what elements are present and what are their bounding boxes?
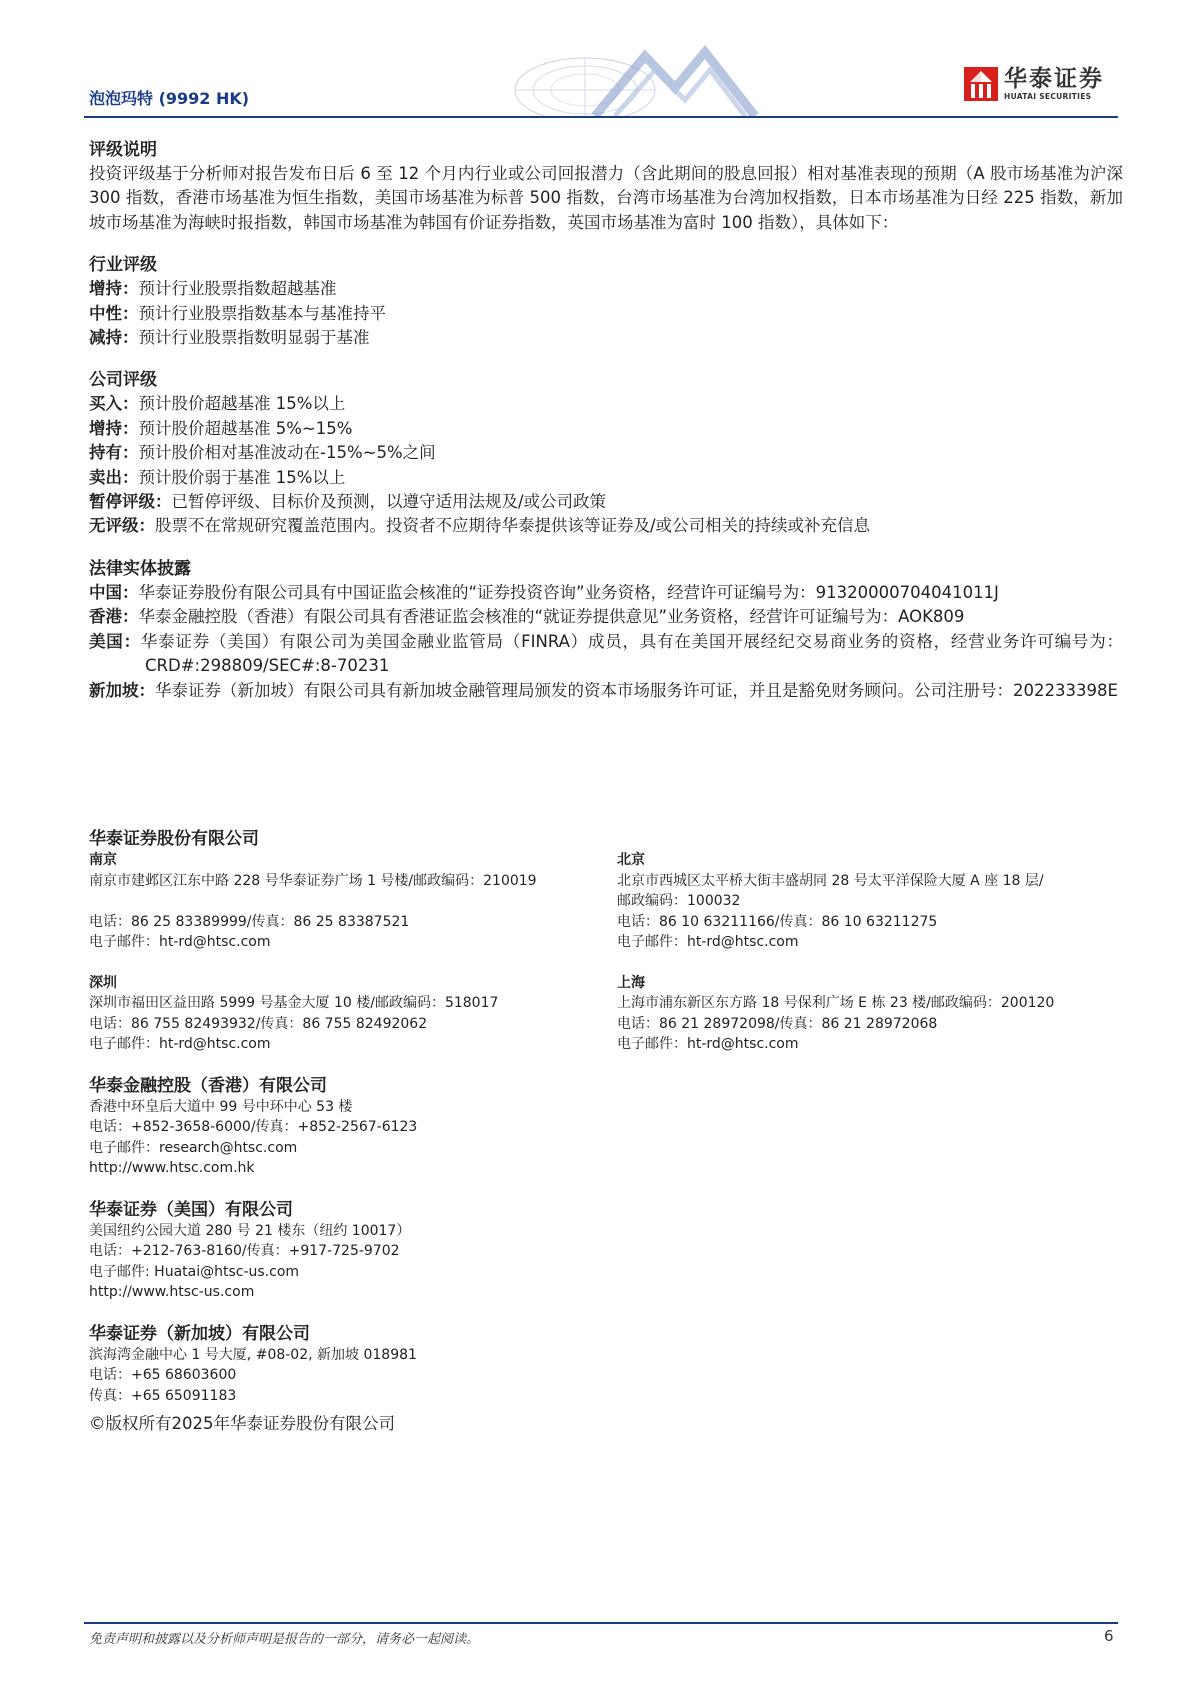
office-shanghai: 上海 上海市浦东新区东方路 18 号保利广场 E 栋 23 楼/邮政编码：200120 电话：86 21 28972098/传真：86 21 28972068 电子邮件：ht-rd@htsc.com	[617, 974, 1055, 1052]
htsc-company-name: 华泰证券股份有限公司	[89, 829, 259, 849]
header-decoration-graphic	[505, 40, 765, 116]
rating-intro: 投资评级基于分析师对报告发布日后 6 至 12 个月内行业或公司回报潜力（含此期间的股息回报）相对基准表现的预期（A 股市场基准为沪深 300 指数，香港市场基准为恒生指数，美国市场基准为标普 500 指数，台湾市场基准为台湾加权指数，日本市场基准为日经 225 指数，新加坡市场基准为海峡时报指数，韩国市场基准为韩国有价证券指数，英国市场基准为富时 100 指数），具体如下：	[89, 164, 1123, 232]
footer-disclaimer: 免责声明和披露以及分析师声明是报告的一部分，请务必一起阅读。	[89, 1632, 480, 1647]
logo-english-name: HUATAI SECURITIES	[1004, 92, 1092, 101]
hk-website-link[interactable]: http://www.htsc.com.hk	[89, 1160, 255, 1176]
us-website-link[interactable]: http://www.htsc-us.com	[89, 1284, 255, 1300]
industry-rating-item: 减持：预计行业股票指数明显弱于基准	[89, 328, 370, 348]
stock-name: 泡泡玛特	[89, 89, 154, 108]
company-rating-item: 无评级：股票不在常规研究覆盖范围内。投资者不应期待华泰提供该等证券及/或公司相关的持续或补充信息	[89, 516, 871, 536]
copyright-notice: ©版权所有2025年华泰证券股份有限公司	[89, 1414, 395, 1433]
company-rating-item: 增持：预计股价超越基准 5%~15%	[89, 418, 353, 438]
office-singapore: 华泰证券（新加坡）有限公司 滨海湾金融中心 1 号大厦, #08-02, 新加坡 018981 电话：+65 68603600 传真：+65 65091183	[89, 1323, 417, 1404]
office-contacts	[89, 828, 1123, 1435]
logo-chinese-name: 华泰证券	[1004, 66, 1104, 92]
office-hongkong: 华泰金融控股（香港）有限公司 香港中环皇后大道中 99 号中环中心 53 楼 电话：+852-3658-6000/传真：+852-2567-6123 电子邮件：research@htsc.com http://www.htsc.com.hk	[89, 1075, 1123, 1179]
stock-ticker: (9992 HK)	[158, 89, 250, 108]
company-rating-item: 持有：预计股价相对基准波动在-15%~5%之间	[89, 443, 436, 463]
rating-title: 评级说明	[89, 140, 157, 160]
office-usa: 华泰证券（美国）有限公司 美国纽约公园大道 280 号 21 楼东（纽约 10017） 电话：+212-763-8160/传真：+917-725-9702 电子邮件: Huatai@htsc-us.com http://www.htsc-us.com	[89, 1199, 1123, 1303]
industry-rating-item: 中性：预计行业股票指数基本与基准持平	[89, 303, 386, 323]
office-nanjing: 南京 南京市建邺区江东中路 228 号华泰证券广场 1 号楼/邮政编码：210019 电话：86 25 83389999/传真：86 25 83387521 电子邮件：ht-rd@htsc.com	[89, 852, 537, 950]
company-rating-title: 公司评级	[89, 370, 157, 391]
header-divider	[84, 116, 1118, 118]
office-beijing: 北京 北京市西城区太平桥大街丰盛胡同 28 号太平洋保险大厦 A 座 18 层/ 邮政编码：100032 电话：86 10 63211166/传真：86 10 63211275 电子邮件：ht-rd@htsc.com	[617, 852, 1044, 950]
legal-item-hongkong: 香港：华泰金融控股（香港）有限公司具有香港证监会核准的“就证券提供意见”业务资格，经营许可证编号为：AOK809	[89, 607, 965, 627]
industry-rating-item: 增持：预计行业股票指数超越基准	[89, 279, 337, 299]
legal-item-china: 中国：华泰证券股份有限公司具有中国证监会核准的“证券投资咨询”业务资格，经营许可证编号为：91320000704041011J	[89, 582, 999, 602]
page-number: 6	[1104, 1627, 1114, 1645]
legal-item-singapore: 新加坡：华泰证券（新加坡）有限公司具有新加坡金融管理局颁发的资本市场服务许可证，并且是豁免财务顾问。公司注册号：202233398E	[89, 680, 1118, 700]
office-shenzhen: 深圳 深圳市福田区益田路 5999 号基金大厦 10 楼/邮政编码：518017 电话：86 755 82493932/传真：86 755 82492062 电子邮件：ht-rd@htsc.com	[89, 974, 499, 1052]
header-stock-title	[89, 86, 249, 109]
huatai-logo	[964, 66, 1104, 101]
industry-rating-title: 行业评级	[89, 255, 157, 276]
huatai-logo-icon	[964, 67, 998, 101]
company-rating-item: 卖出：预计股价弱于基准 15%以上	[89, 467, 346, 487]
legal-title: 法律实体披露	[89, 558, 191, 579]
company-rating-item: 暂停评级：已暂停评级、目标价及预测，以遵守适用法规及/或公司政策	[89, 492, 607, 512]
disclosure-content	[89, 138, 1123, 703]
legal-item-usa: 美国：华泰证券（美国）有限公司为美国金融业监管局（FINRA）成员，具有在美国开展经纪交易商业务的资格，经营业务许可编号为：CRD#:298809/SEC#:8-70231	[89, 631, 1123, 676]
company-rating-item: 买入：预计股价超越基准 15%以上	[89, 394, 346, 414]
footer-divider	[84, 1622, 1118, 1624]
